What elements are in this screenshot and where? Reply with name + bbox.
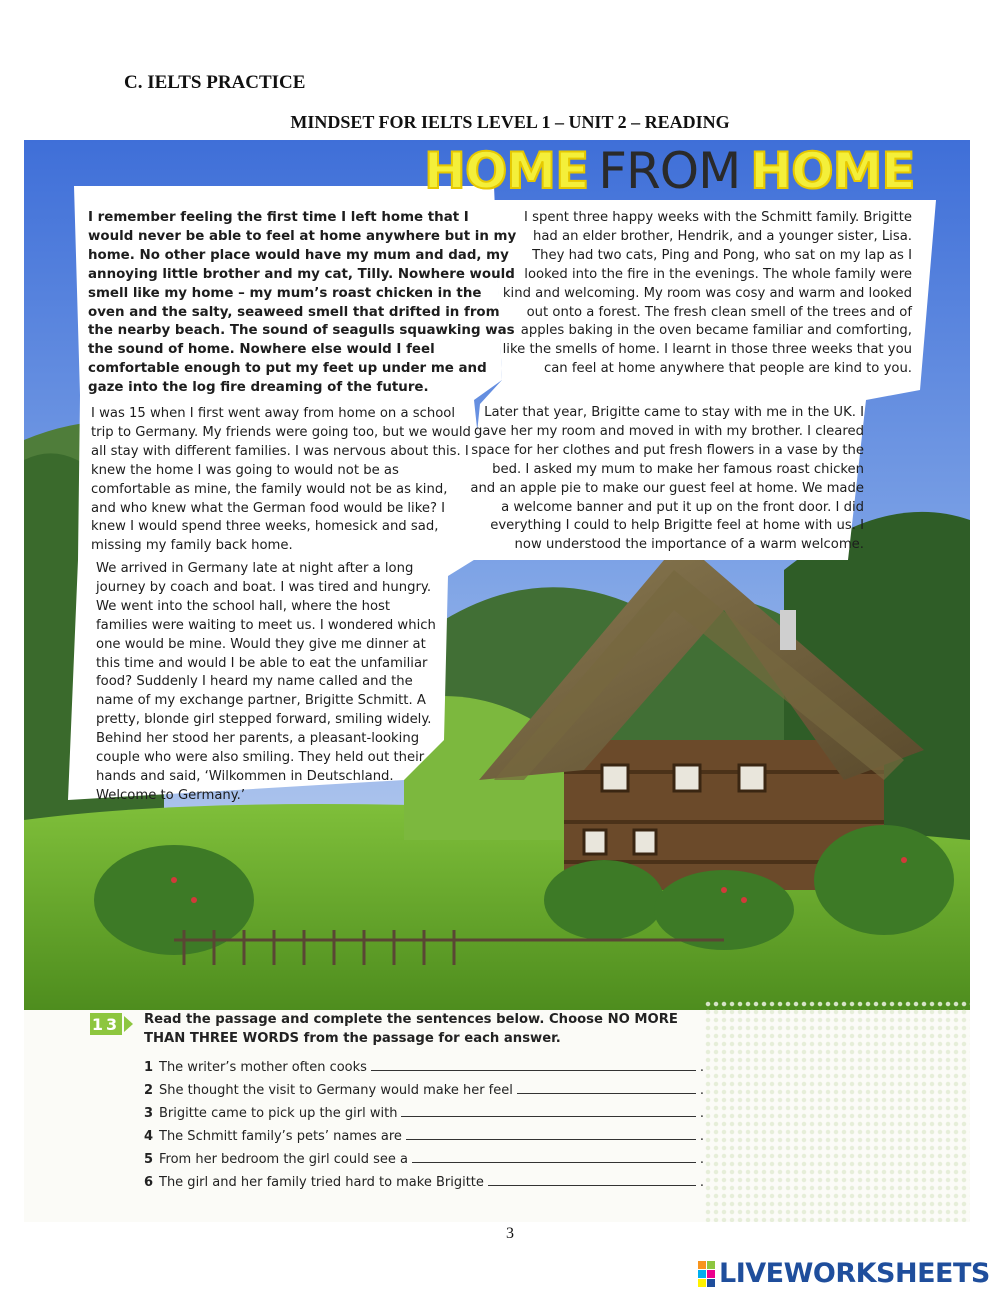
logo-icon bbox=[698, 1261, 715, 1287]
item-end: . bbox=[699, 1129, 704, 1144]
item-text: Brigitte came to pick up the girl with bbox=[159, 1106, 398, 1121]
exercise-item bbox=[144, 1104, 704, 1127]
item-text: From her bedroom the girl could see a bbox=[159, 1152, 408, 1167]
article-intro: I remember feeling the first time I left home that I would never be able to feel at home anywhere but in my home. No other place would have my mum and dad, my annoying little brother and my cat, Tilly. Nowhere would smell like my home – my mum’s roast chicken in the oven and the salty, seaweed smell that drifted in from the nearby beach. The sound of seagulls squawking was the sound of home. Nowhere else would I feel comfortable enough to put my feet up under me and gaze into the log fire dreaming of the future. bbox=[88, 210, 517, 396]
item-end: . bbox=[699, 1060, 704, 1075]
item-number: 5 bbox=[144, 1152, 154, 1167]
article-paragraph-2: I was 15 when I first went away from home on a school trip to Germany. My friends were going too, but we would all stay with different families. I was nervous about this. I knew the home I was going to would not be as comfortable as mine, the family would not be as kind, and who knew what the German food would be like? I knew I would spend three weeks, homesick and sad, missing my family back home. bbox=[91, 406, 471, 554]
item-number: 2 bbox=[144, 1083, 154, 1098]
article-paragraph-3: We arrived in Germany late at night after a long journey by coach and boat. I was tired and hungry. We went into the school hall, where the host families were waiting to meet us. I wondered which one would be mine. Would they give me dinner at this time and would I be able to eat the unfamiliar food? Suddenly I heard my name called and the name of my exchange partner, Brigitte Schmitt. A pretty, blonde girl stepped forward, smiling widely. Behind her stood her parents, a pleasant-looking couple who were also smiling. They held out their hands and said, ‘Wilkommen in Deutschland. Welcome to Germany.’ bbox=[96, 561, 436, 803]
item-text: The girl and her family tried hard to make Brigitte bbox=[159, 1175, 484, 1190]
title-word-home: HOME bbox=[424, 142, 589, 200]
item-number: 4 bbox=[144, 1129, 154, 1144]
arrow-icon bbox=[124, 1016, 133, 1032]
exercise-item bbox=[144, 1081, 704, 1104]
page-number: 3 bbox=[506, 1225, 514, 1242]
item-text: The Schmitt family’s pets’ names are bbox=[159, 1129, 402, 1144]
title-word-from: FROM bbox=[598, 142, 741, 200]
exercise-list bbox=[144, 1058, 704, 1196]
item-number: 6 bbox=[144, 1175, 154, 1190]
exercise-item bbox=[144, 1058, 704, 1081]
section-heading: C. IELTS PRACTICE bbox=[124, 72, 306, 93]
item-end: . bbox=[699, 1175, 704, 1190]
answer-blank[interactable] bbox=[401, 1104, 695, 1117]
liveworksheets-logo[interactable] bbox=[698, 1258, 990, 1289]
answer-blank[interactable] bbox=[412, 1150, 696, 1163]
answer-blank[interactable] bbox=[371, 1058, 696, 1071]
article-paragraph-5: Later that year, Brigitte came to stay with me in the UK. I gave her my room and moved in with my brother. I cleared space for her clothes and put fresh flowers in a vase by the bed. I asked my mum to make her famous roast chicken and an apple pie to make our guest feel at home. We made a welcome banner and put it up on the front door. I did everything I could to help Brigitte feel at home with us. I now understood the importance of a warm welcome. bbox=[470, 405, 864, 553]
item-number: 3 bbox=[144, 1106, 154, 1121]
item-text: She thought the visit to Germany would make her feel bbox=[159, 1083, 513, 1098]
title-word-home-2: HOME bbox=[750, 142, 915, 200]
logo-text: LIVEWORKSHEETS bbox=[719, 1258, 990, 1289]
dot-pattern bbox=[704, 1000, 970, 1222]
item-end: . bbox=[699, 1083, 704, 1098]
worksheet-subtitle: MINDSET FOR IELTS LEVEL 1 – UNIT 2 – READING bbox=[290, 112, 730, 132]
exercise-number-badge bbox=[90, 1013, 133, 1035]
item-text: The writer’s mother often cooks bbox=[159, 1060, 367, 1075]
exercise-item bbox=[144, 1127, 704, 1150]
article-paragraph-4: I spent three happy weeks with the Schmitt family. Brigitte had an elder brother, Hendrik, and a younger sister, Lisa. They had two cats, Ping and Pong, who sat on my lap as I looked into the fire in the evenings. The whole family were kind and welcoming. My room was cosy and warm and looked out onto a forest. The fresh clean smell of the trees and of apples baking in the oven became familiar and comforting, like the smells of home. I learnt in those three weeks that you can feel at home anywhere that people are kind to you. bbox=[502, 210, 912, 377]
exercise-instruction: Read the passage and complete the sentences below. Choose NO MORE THAN THREE WORDS from the passage for each answer. bbox=[144, 1012, 678, 1046]
item-end: . bbox=[699, 1152, 704, 1167]
exercise-item bbox=[144, 1150, 704, 1173]
item-number: 1 bbox=[144, 1060, 154, 1075]
item-end: . bbox=[699, 1106, 704, 1121]
exercise-number: 13 bbox=[91, 1014, 121, 1034]
article-title bbox=[424, 142, 915, 200]
answer-blank[interactable] bbox=[406, 1127, 696, 1140]
answer-blank[interactable] bbox=[488, 1173, 696, 1186]
exercise-item bbox=[144, 1173, 704, 1196]
answer-blank[interactable] bbox=[517, 1081, 696, 1094]
article-page bbox=[24, 140, 970, 1222]
